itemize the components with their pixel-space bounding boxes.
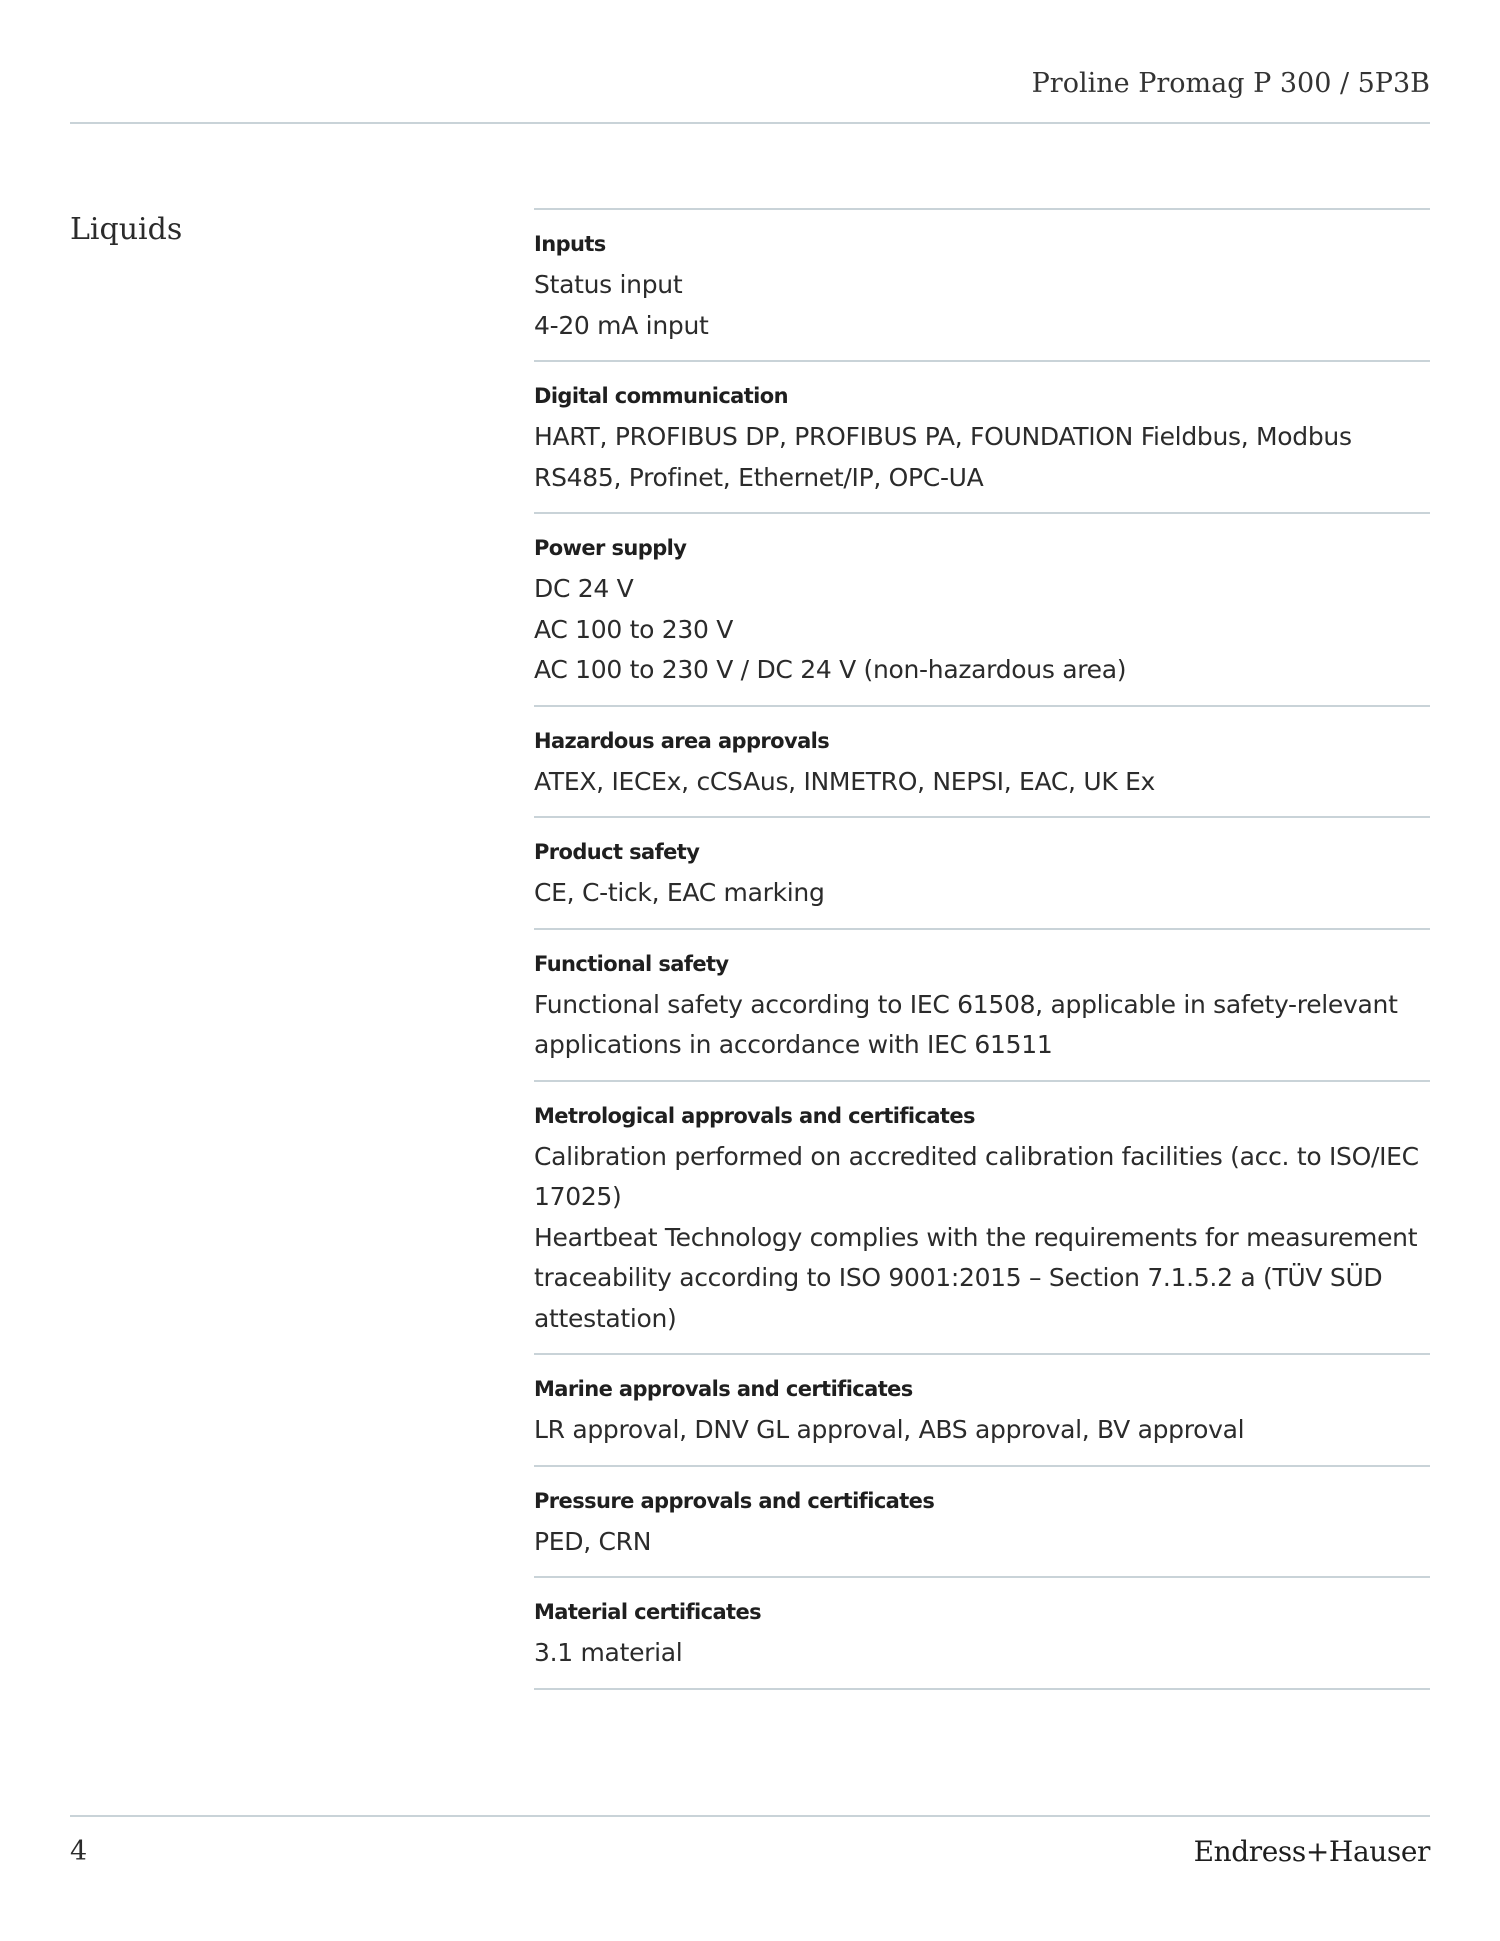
spec-heading: Inputs (534, 232, 606, 256)
spec-heading: Pressure approvals and certificates (534, 1488, 935, 1513)
spec-value-line: HART, PROFIBUS DP, PROFIBUS PA, FOUNDATION Fieldbus, Modbus (534, 422, 1352, 451)
spec-heading: Power supply (534, 536, 687, 560)
spec-value-line: Status input (534, 270, 683, 299)
page-number: 4 (70, 1836, 88, 1867)
spec-heading: Functional safety (534, 951, 729, 976)
spec-heading: Product safety (534, 840, 700, 864)
spec-block (534, 362, 1430, 514)
spec-value-line: AC 100 to 230 V / DC 24 V (non-hazardous area) (534, 655, 1127, 684)
spec-value-line: ATEX, IECEx, cCSAus, INMETRO, NEPSI, EAC, UK Ex (534, 766, 1156, 796)
spec-block (534, 210, 1430, 362)
spec-block (534, 1578, 1430, 1690)
spec-value-line: DC 24 V (534, 574, 634, 603)
section-label: Liquids (70, 212, 183, 247)
spec-value-line: Calibration performed on accredited calibration facilities (acc. to ISO/IEC (534, 1141, 1419, 1171)
spec-value-line: CE, C-tick, EAC marking (534, 878, 825, 907)
brand-logo: Endress+Hauser (1193, 1835, 1430, 1868)
spec-block (534, 930, 1430, 1082)
spec-value-line: attestation) (534, 1303, 677, 1333)
spec-value-line: traceability according to ISO 9001:2015 – Section 7.1.5.2 a (TÜV SÜD (534, 1263, 1383, 1292)
spec-block (534, 1355, 1430, 1467)
footer-divider (70, 1815, 1430, 1817)
spec-value-line: LR approval, DNV GL approval, ABS approval, BV approval (534, 1415, 1245, 1444)
spec-heading: Hazardous area approvals (534, 728, 830, 753)
header-divider (70, 122, 1430, 124)
spec-list (534, 208, 1430, 1690)
spec-value-line: 4-20 mA input (534, 310, 709, 340)
spec-value-line: PED, CRN (534, 1526, 652, 1556)
spec-block (534, 818, 1430, 930)
spec-heading: Digital communication (534, 384, 788, 408)
spec-value-line: RS485, Profinet, Ethernet/IP, OPC-UA (534, 462, 984, 492)
spec-block (534, 707, 1430, 819)
spec-heading: Metrological approvals and certificates (534, 1103, 975, 1128)
spec-value-line: applications in accordance with IEC 61511 (534, 1030, 1053, 1059)
spec-value-line: Functional safety according to IEC 61508, applicable in safety-relevant (534, 989, 1398, 1019)
spec-heading: Material certificates (534, 1600, 762, 1624)
document-title: Proline Promag P 300 / 5P3B (1031, 68, 1430, 99)
spec-heading: Marine approvals and certificates (534, 1377, 913, 1401)
spec-block (534, 1082, 1430, 1356)
spec-value-line: Heartbeat Technology complies with the requirements for measurement (534, 1222, 1418, 1252)
spec-block (534, 514, 1430, 707)
spec-value-line: 3.1 material (534, 1638, 683, 1667)
spec-value-line: 17025) (534, 1182, 622, 1211)
spec-value-line: AC 100 to 230 V (534, 614, 734, 644)
spec-block (534, 1467, 1430, 1579)
